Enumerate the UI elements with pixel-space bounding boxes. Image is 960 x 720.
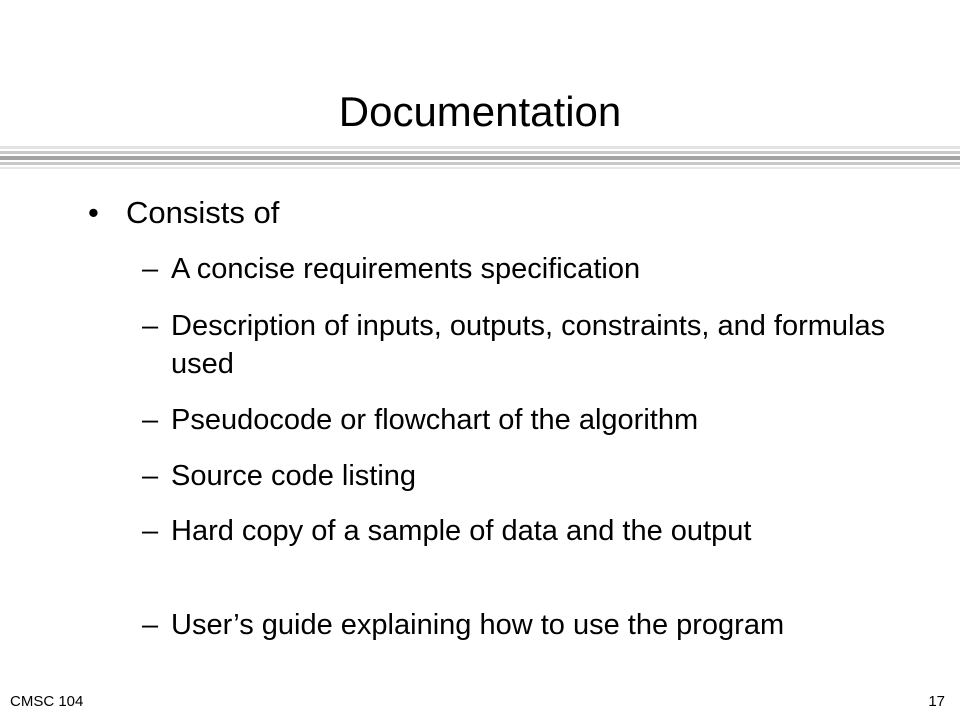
- sub-item-dash: –: [142, 460, 159, 492]
- sub-item: [142, 401, 942, 439]
- sub-item: [142, 512, 942, 550]
- sub-item-text: User’s guide explaining how to use the program: [171, 609, 785, 641]
- sub-item: [142, 307, 942, 383]
- sub-item-dash: –: [142, 609, 159, 641]
- sub-item-dash: –: [142, 253, 159, 285]
- slide-title: Documentation: [338, 88, 622, 135]
- sub-item-text: Source code listing: [171, 460, 417, 492]
- sub-item: [142, 457, 942, 495]
- sub-item-text: A concise requirements specification: [171, 253, 641, 285]
- sub-item: [142, 250, 942, 288]
- bullet-item: [88, 195, 279, 231]
- sub-item-text: Hard copy of a sample of data and the output: [171, 515, 752, 547]
- bullet-mark: •: [88, 195, 99, 230]
- sub-item-dash: –: [142, 515, 159, 547]
- sub-item-text: Pseudocode or flowchart of the algorithm: [171, 404, 699, 436]
- footer-course: CMSC 104: [10, 693, 84, 710]
- sub-item-dash: –: [142, 404, 159, 436]
- bullet-text: Consists of: [126, 195, 280, 230]
- sub-item-dash: –: [142, 310, 159, 342]
- sub-item: [142, 606, 942, 644]
- footer-page-number: 17: [928, 693, 945, 710]
- sub-item-text: Description of inputs, outputs, constraints, and formulas used: [171, 310, 886, 380]
